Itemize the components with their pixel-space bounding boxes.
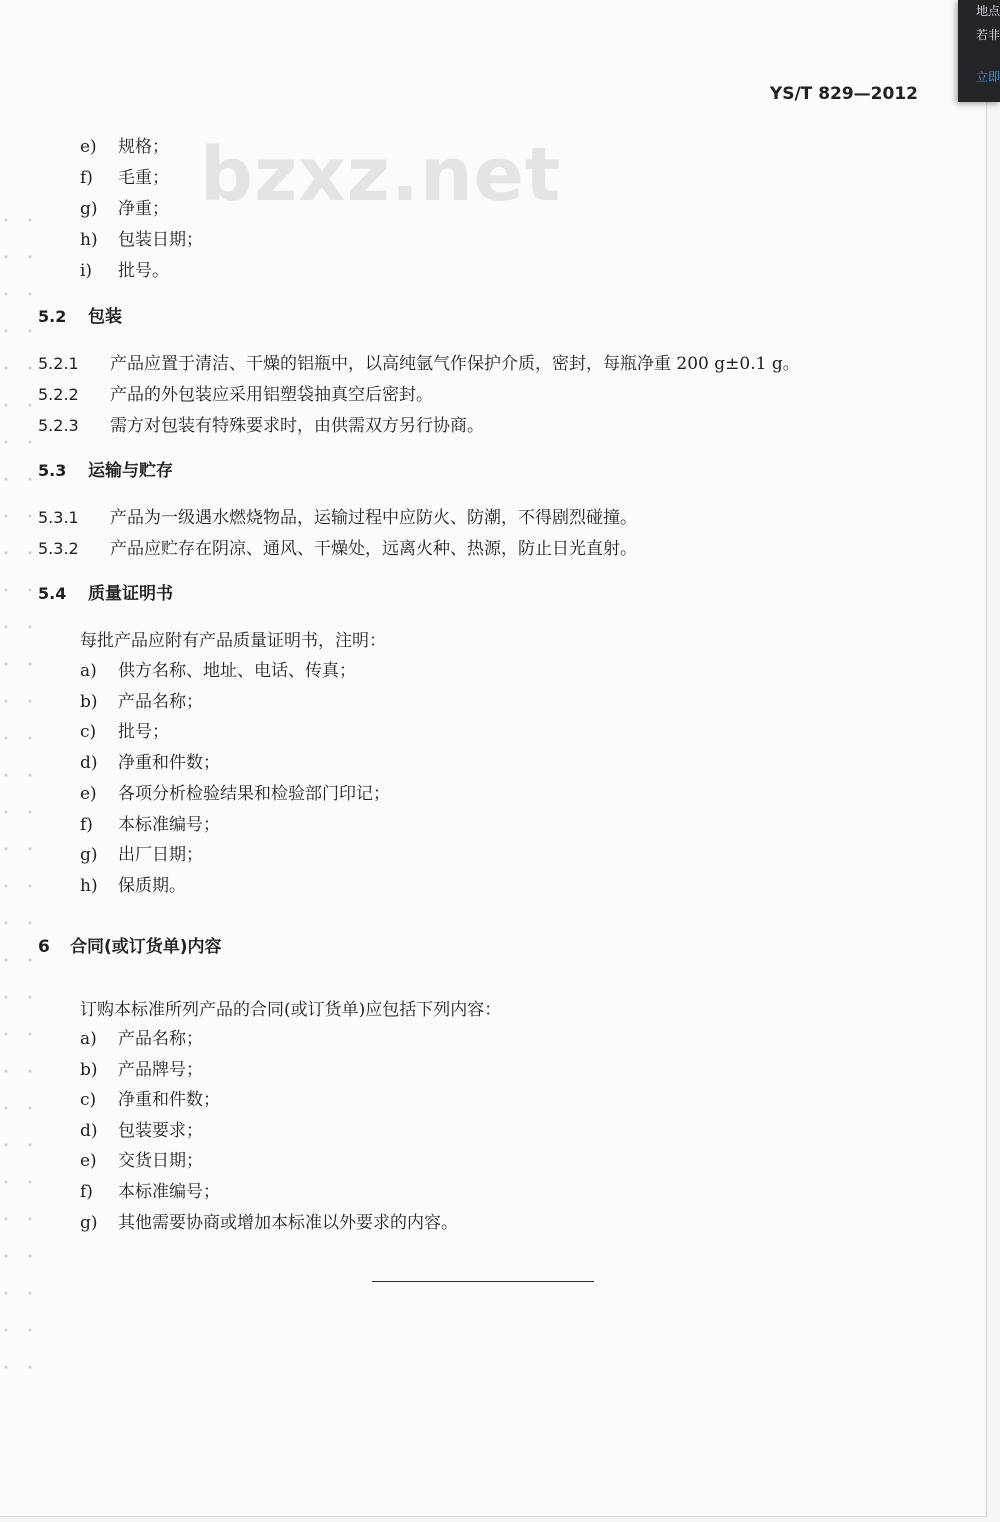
- list-item: [80, 1181, 220, 1203]
- list-item-text: 各项分析检验结果和检验部门印记；: [118, 784, 390, 804]
- list-item: [80, 198, 169, 220]
- popup-line-1: 地点: [976, 4, 1000, 18]
- list-item: [80, 660, 356, 682]
- clause-5-2-3: [38, 415, 484, 437]
- section-title: 合同(或订货单)内容: [70, 937, 222, 957]
- section-number: 5.4: [38, 584, 67, 603]
- section-heading-5-3: [38, 460, 173, 482]
- list-marker: i): [80, 261, 93, 281]
- list-item: [80, 136, 169, 158]
- list-marker: b): [80, 692, 98, 712]
- list-item-text: 产品名称；: [118, 692, 203, 712]
- section-number: 6: [38, 937, 50, 957]
- list-item: [80, 691, 203, 713]
- clause-5-3-2: [38, 538, 637, 560]
- clause-5-2-2: [38, 384, 433, 406]
- list-item-text: 净重；: [118, 199, 169, 219]
- clause-number: 5.2.3: [38, 416, 79, 435]
- section-heading-5-2: [38, 306, 122, 328]
- list-marker: f): [80, 815, 93, 835]
- list-marker: a): [80, 1029, 97, 1049]
- popup-link[interactable]: 立即: [976, 70, 1000, 84]
- list-marker: g): [80, 199, 98, 219]
- list-item-text: 净重和件数；: [118, 1090, 220, 1110]
- clause-number: 5.2.2: [38, 385, 79, 404]
- section-title: 质量证明书: [88, 584, 173, 604]
- list-item: [80, 783, 390, 805]
- section-heading-5-4: [38, 583, 173, 605]
- section-intro: 订购本标准所列产品的合同(或订货单)应包括下列内容：: [80, 1000, 502, 1020]
- list-marker: g): [80, 1213, 98, 1233]
- watermark: bzxz.net: [200, 132, 562, 218]
- list-item-text: 产品名称；: [118, 1029, 203, 1049]
- list-item: [80, 260, 169, 282]
- list-marker: b): [80, 1060, 98, 1080]
- clause-text: 产品的外包装应采用铝塑袋抽真空后密封。: [110, 385, 433, 405]
- list-marker: h): [80, 230, 98, 250]
- list-marker: c): [80, 1090, 97, 1110]
- standard-code: YS/T 829—2012: [769, 84, 918, 104]
- list-item-text: 批号；: [118, 722, 169, 742]
- list-marker: g): [80, 845, 98, 865]
- scan-edge-noise: [0, 200, 34, 1380]
- list-marker: d): [80, 1121, 98, 1141]
- list-marker: e): [80, 137, 97, 157]
- list-marker: d): [80, 753, 98, 773]
- popup-line-2: 若非: [976, 28, 1000, 42]
- list-item: [80, 1120, 203, 1142]
- list-item-text: 包装日期；: [118, 230, 203, 250]
- list-item-text: 交货日期；: [118, 1151, 203, 1171]
- list-item-text: 保质期。: [118, 876, 186, 896]
- list-marker: c): [80, 722, 97, 742]
- list-item: [80, 167, 169, 189]
- notification-popup[interactable]: [958, 0, 1000, 102]
- list-item: [80, 1059, 203, 1081]
- list-marker: e): [80, 1151, 97, 1171]
- list-item: [80, 1028, 203, 1050]
- list-item-text: 其他需要协商或增加本标准以外要求的内容。: [118, 1213, 458, 1233]
- section-title: 包装: [88, 307, 122, 327]
- section-heading-6: [38, 936, 222, 958]
- section-intro: 每批产品应附有产品质量证明书，注明：: [80, 631, 386, 651]
- list-item: [80, 752, 220, 774]
- clause-text: 需方对包装有特殊要求时，由供需双方另行协商。: [110, 416, 484, 436]
- list-marker: e): [80, 784, 97, 804]
- section-number: 5.2: [38, 307, 67, 326]
- list-item-text: 毛重；: [118, 168, 169, 188]
- list-item-text: 净重和件数；: [118, 753, 220, 773]
- list-marker: f): [80, 1182, 93, 1202]
- list-marker: h): [80, 876, 98, 896]
- list-item-text: 批号。: [118, 261, 169, 281]
- list-item: [80, 844, 203, 866]
- clause-5-3-1: [38, 507, 637, 529]
- section-title: 运输与贮存: [88, 461, 173, 481]
- list-item-text: 本标准编号；: [118, 815, 220, 835]
- list-item-text: 包装要求；: [118, 1121, 203, 1141]
- clause-text: 产品为一级遇水燃烧物品，运输过程中应防火、防潮，不得剧烈碰撞。: [110, 508, 637, 528]
- list-item: [80, 229, 203, 251]
- list-item-text: 出厂日期；: [118, 845, 203, 865]
- end-rule: [372, 1281, 594, 1282]
- list-item: [80, 875, 186, 897]
- list-marker: a): [80, 661, 97, 681]
- list-item-text: 规格；: [118, 137, 169, 157]
- list-item: [80, 1089, 220, 1111]
- list-item: [80, 1150, 203, 1172]
- list-item: [80, 721, 169, 743]
- list-item: [80, 1212, 458, 1234]
- section-number: 5.3: [38, 461, 67, 480]
- clause-number: 5.3.1: [38, 508, 79, 527]
- clause-number: 5.3.2: [38, 539, 79, 558]
- clause-5-2-1: [38, 353, 800, 375]
- list-item-text: 本标准编号；: [118, 1182, 220, 1202]
- list-item: [80, 814, 220, 836]
- clause-number: 5.2.1: [38, 354, 79, 373]
- list-item-text: 供方名称、地址、电话、传真；: [118, 661, 356, 681]
- list-item-text: 产品牌号；: [118, 1060, 203, 1080]
- list-marker: f): [80, 168, 93, 188]
- clause-text: 产品应置于清洁、干燥的铝瓶中，以高纯氩气作保护介质，密封，每瓶净重 200 g±0.1 g。: [110, 354, 800, 374]
- clause-text: 产品应贮存在阴凉、通风、干燥处，远离火种、热源，防止日光直射。: [110, 539, 637, 559]
